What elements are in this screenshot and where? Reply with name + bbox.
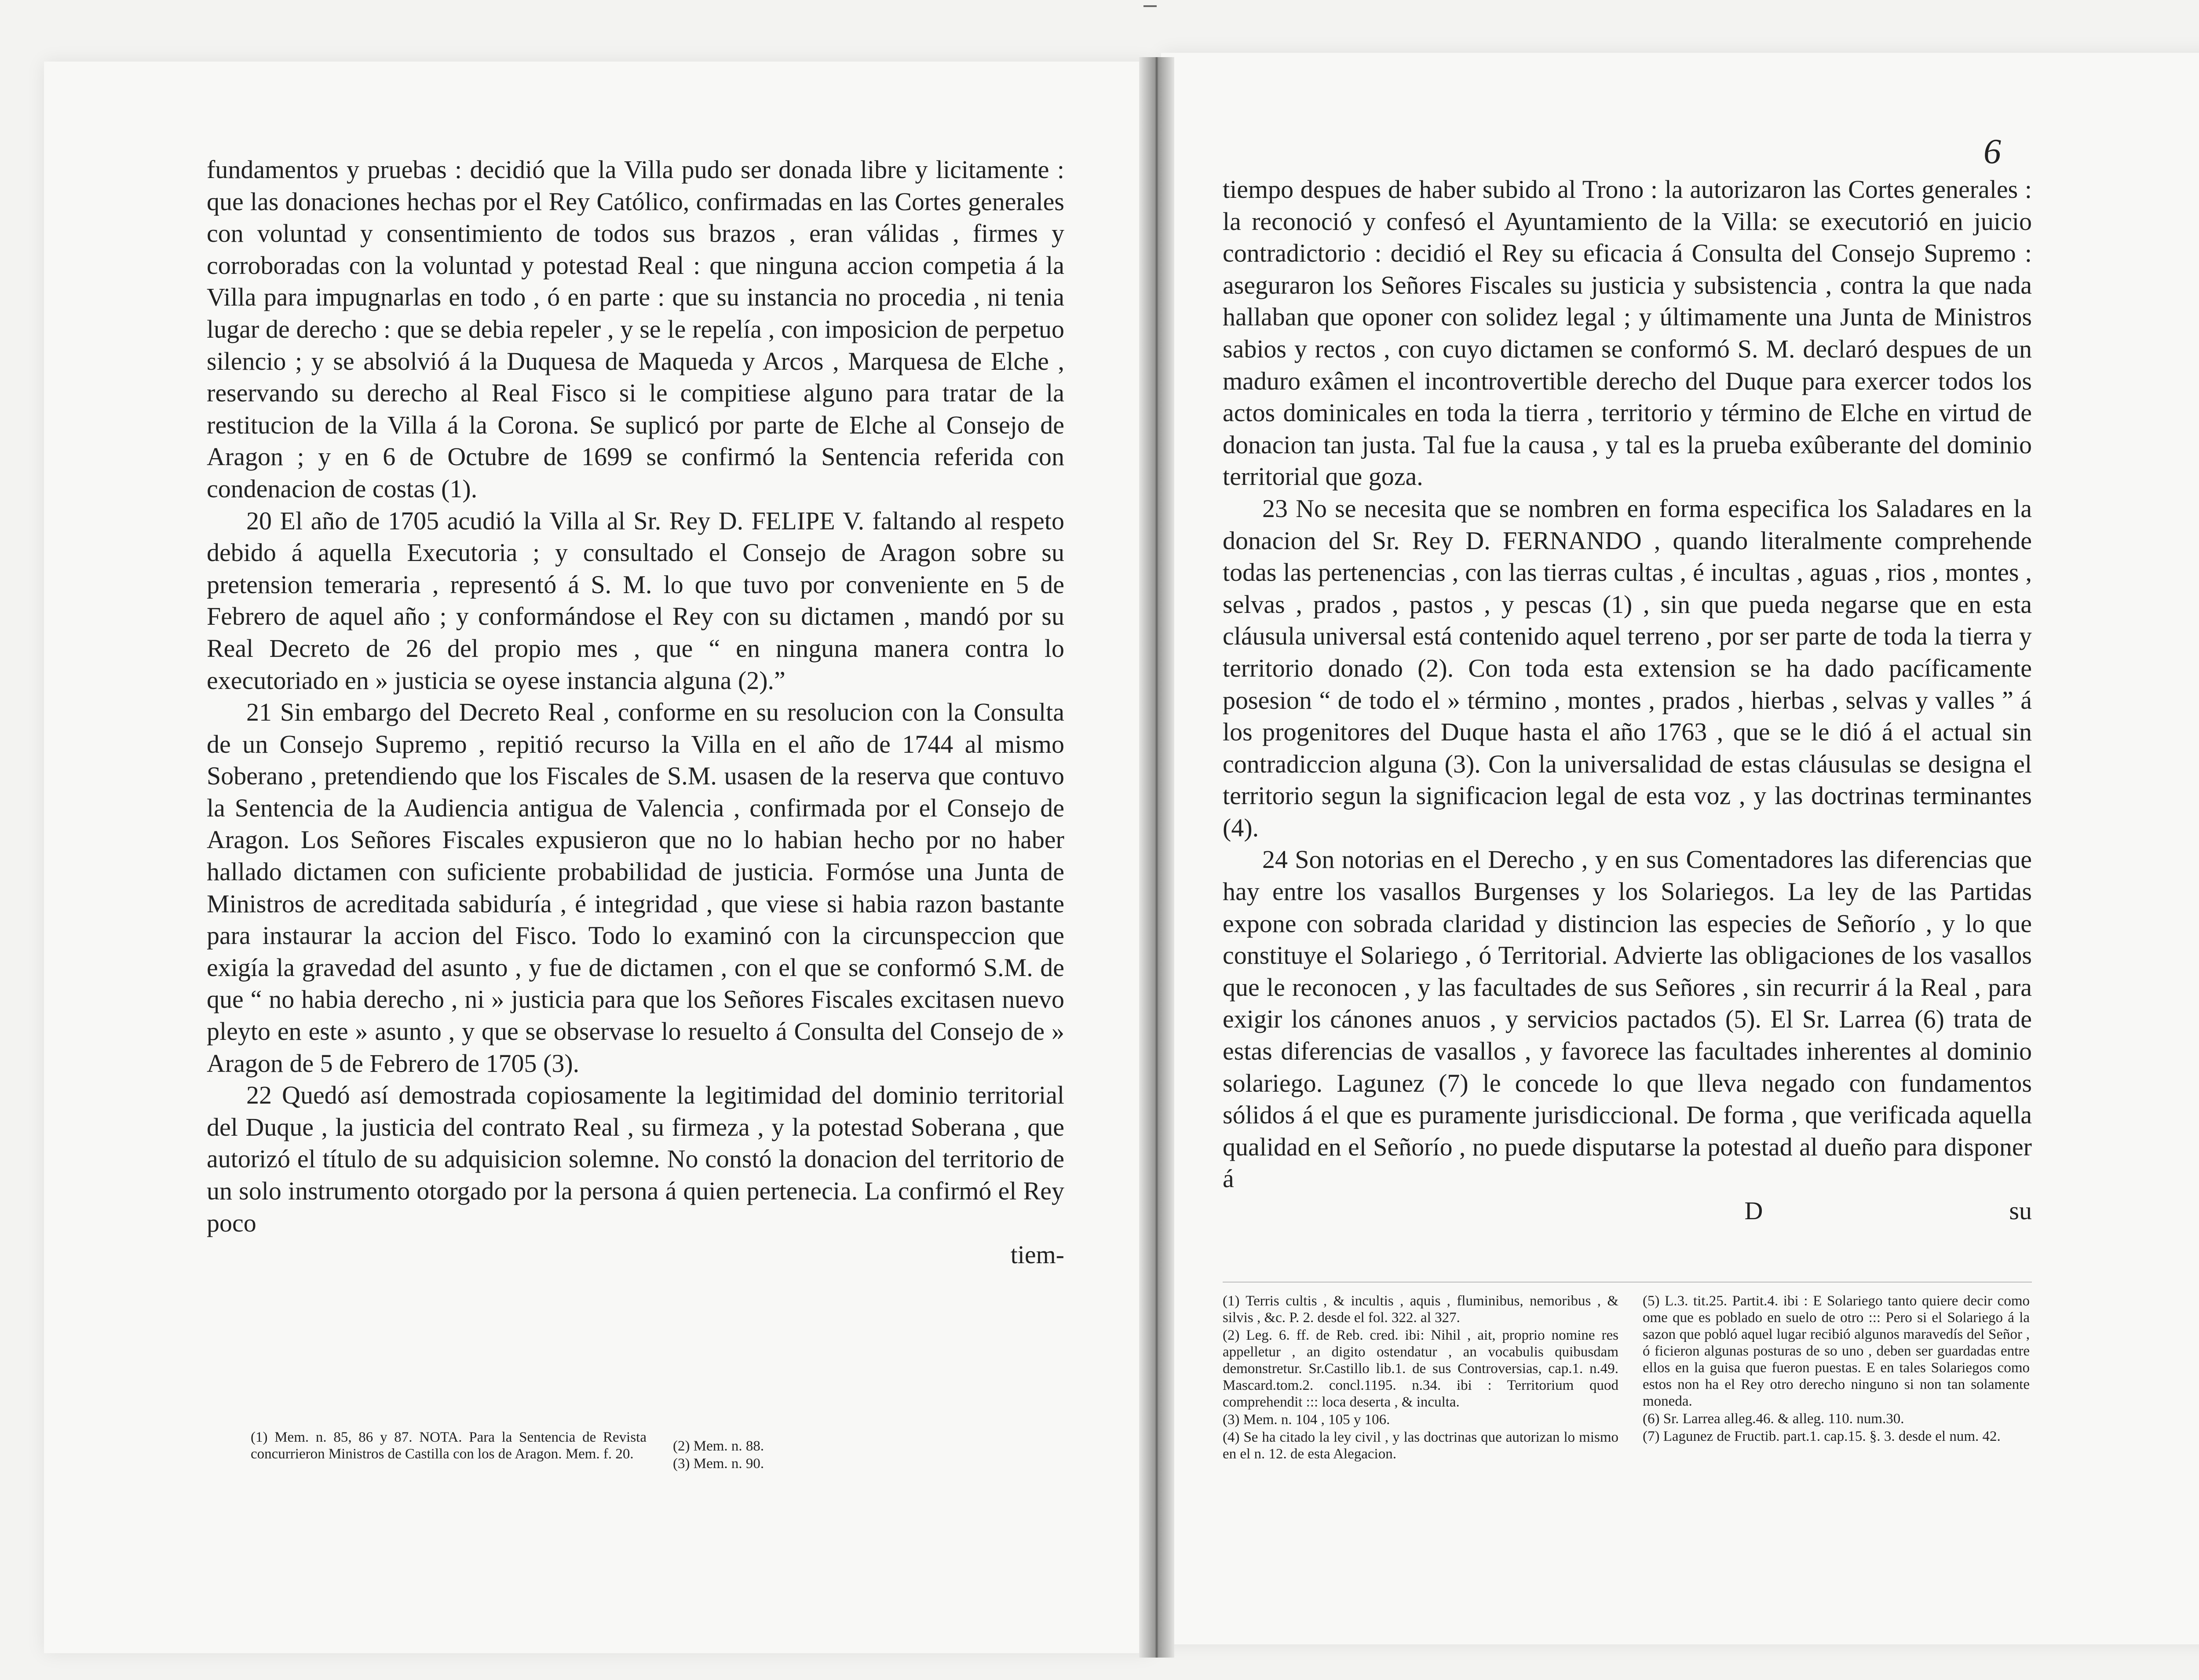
footnote-rule xyxy=(1223,1282,2032,1283)
footnote: (7) Lagunez de Fructib. part.1. cap.15. §. 3. desde el num. 42. xyxy=(1643,1429,2001,1444)
paragraph: fundamentos y pruebas : decidió que la Villa pudo ser donada libre y licitamente : que las donaciones hechas por el Rey Católico, confirmadas en las Cortes generales con voluntad y consentimiento de todos sus brazos , eran válidas , firmes y corroboradas con la voluntad y potestad Real : que ninguna accion competia á la Villa para impugnarlas en todo , ó en parte : que su instancia no procedia , ni tenia lugar de derecho : que se debia repeler , y se le repelía , con imposicion de perpetuo silencio ; y se absolvió á la Duquesa de Maqueda y Arcos , Marquesa de Elche , reservando su derecho al Real Fisco si le compitiese alguno para tratar de la restitucion de la Villa á la Corona. Se suplicó por parte de Elche al Consejo de Aragon ; y en 6 de Octubre de 1699 se confirmó la Sentencia referida con condenacion de costas (1). xyxy=(207,155,1064,503)
left-footnotes-right-column xyxy=(673,1438,893,1473)
footnote: (4) Se ha citado la ley civil , y las doctrinas que autorizan lo mismo en el n. 12. de esta Alegacion. xyxy=(1223,1429,1618,1462)
left-page-body xyxy=(207,154,1064,1271)
footnote: (5) L.3. tit.25. Partit.4. ibi : E Solariego tanto quiere decir como ome que es poblado en suelo de otro ::: Pero si el Solariego á la sazon que pobló aquel lugar recibió algunos maravedís del Señor , ó ficieron algunas posturas de so uno , deben ser guardadas entre ellos en la guisa que fueron puestas. E en tales Solariegos como estos non ha el Rey otro derecho ninguno si non tan solamente moneda. xyxy=(1643,1293,2030,1409)
right-footnotes-left-column xyxy=(1223,1293,1618,1463)
footnote: (1) Terris cultis , & incultis , aquis , fluminibus, nemoribus , & silvis , &c. P. 2. desde el fol. 322. al 327. xyxy=(1223,1293,1618,1326)
left-footnotes xyxy=(251,1429,647,1463)
catchword: su xyxy=(2009,1196,2032,1225)
signature-and-catchword xyxy=(1223,1195,2032,1227)
footnote: (3) Mem. n. 104 , 105 y 106. xyxy=(1223,1412,1390,1428)
book-gutter xyxy=(1139,57,1174,1658)
paragraph: tiempo despues de haber subido al Trono : la autorizaron las Cortes generales : la reconoció y confesó el Ayuntamiento de la Villa: se executorió en juicio contradictorio : decidió el Rey su eficacia á Consulta del Consejo Supremo : aseguraron los Señores Fiscales su justicia y subsistencia , contra la que nada hallaban que oponer con solidez legal ; y últimamente una Junta de Ministros sabios y rectos , con cuyo dictamen se conformó S. M. declaró despues de un maduro exâmen el incontrovertible derecho del Duque para exercer todos los actos dominicales en toda la tierra , territorio y término de Elche en virtud de donacion tan justa. Tal fue la causa , y tal es la prueba exûberante del dominio territorial que goza. xyxy=(1223,175,2032,491)
right-page-body xyxy=(1223,174,2032,1227)
footnote: (3) Mem. n. 90. xyxy=(673,1456,764,1472)
footnote: (2) Mem. n. 88. xyxy=(673,1438,764,1454)
footnote: (2) Leg. 6. ff. de Reb. cred. ibi: Nihil , ait, proprio nomine res appelletur , an digito ostendatur , an vocabulis quibusdam demonstretur. Sr.Castillo lib.1. de sus Controversias, cap.1. n.49. Mascard.tom.2. concl.1195. n.34. ibi : Territorium quod comprehendit ::: loca deserta , & inculta. xyxy=(1223,1327,1618,1410)
scan-mark xyxy=(1143,5,1157,7)
page-number: 6 xyxy=(1983,132,2001,171)
footnote: (6) Sr. Larrea alleg.46. & alleg. 110. num.30. xyxy=(1643,1411,1904,1427)
signature-mark: D xyxy=(1744,1196,1763,1225)
footnote: (1) Mem. n. 85, 86 y 87. NOTA. Para la Sentencia de Revista concurrieron Ministros de Castilla con los de Aragon. Mem. f. 20. xyxy=(251,1429,647,1462)
paragraph-21: 21 Sin embargo del Decreto Real , conforme en su resolucion con la Consulta de un Consejo Supremo , repitió recurso la Villa en el año de 1744 al mismo Soberano , pretendiendo que los Fiscales de S.M. usasen de la reserva que contuvo la Sentencia de la Audiencia antigua de Valencia , confirmada por el Consejo de Aragon. Los Señores Fiscales expusieron que no lo habian hecho por no haber hallado dictamen con suficiente probabilidad de justicia. Formóse una Junta de Ministros de acreditada sabiduría , é integridad , que viese si habia razon bastante para instaurar la accion del Fisco. Todo lo examinó con la circunspeccion que exigía la gravedad del asunto , y fue de dictamen , con el que se conformó S.M. de que “ no habia derecho , ni » justicia para que los Señores Fiscales excitasen nuevo pleyto en este » asunto , y que se observase lo resuelto á Consulta del Consejo de » Aragon de 5 de Febrero de 1705 (3). xyxy=(207,698,1064,1078)
paragraph-23: 23 No se necesita que se nombren en forma especifica los Saladares en la donacion del Sr. Rey D. FERNANDO , quando literalmente comprehende todas las pertenencias , con las tierras cultas , é incultas , aguas , rios , montes , selvas , prados , pastos , y pescas (1) , sin que pueda negarse que en esta cláusula universal está contenido aquel terreno , por ser parte de toda la tierra y territorio donado (2). Con toda esta extension se ha dado pacíficamente posesion “ de todo el » término , montes , prados , hierbas , selvas y valles ” á los progenitores del Duque hasta el año 1763 , que se le dió á el actual sin contradiccion alguna (3). Con la universalidad de estas cláusulas se designa el territorio segun la significacion legal de esta voz , y las doctrinas terminantes (4). xyxy=(1223,494,2032,842)
catchword: tiem- xyxy=(1010,1240,1064,1269)
paragraph-24: 24 Son notorias en el Derecho , y en sus Comentadores las diferencias que hay entre los vasallos Burgenses y los Solariegos. La ley de las Partidas expone con sobrada claridad y distincion las especies de Señorío , y lo que constituye el Solariego , ó Territorial. Advierte las obligaciones de los vasallos que le reconocen , y las facultades de sus Señores , sin recurrir á la Real , para exigir los cánones anuos , y servicios pactados (5). El Sr. Larrea (6) trata de estas diferencias de vasallos , y favorece las facultades inherentes al dominio solariego. Lagunez (7) le concede lo que lleva negado con fundamentos sólidos á el que es puramente jurisdiccional. De forma , que verificada aquella qualidad en el Señorío , no puede disputarse la potestad al dueño para disponer á xyxy=(1223,845,2032,1193)
paragraph-20: 20 El año de 1705 acudió la Villa al Sr. Rey D. FELIPE V. faltando al respeto debido á aquella Executoria ; y consultado el Consejo de Aragon sobre su pretension temeraria , representó á S. M. lo que tuvo por conveniente en 5 de Febrero de aquel año ; y conformándose el Rey con su dictamen , mandó por su Real Decreto de 26 del propio mes , que “ en ninguna manera contra lo executoriado en » justicia se oyese instancia alguna (2).” xyxy=(207,506,1064,695)
paragraph-22: 22 Quedó así demostrada copiosamente la legitimidad del dominio territorial del Duque , la justicia del contrato Real , su firmeza , y la potestad Soberana , que autorizó el título de su adquisicion solemne. No constó la donacion del territorio de un solo instrumento otorgado por la persona á quien pertenecia. La confirmó el Rey poco xyxy=(207,1081,1064,1237)
right-footnotes-right-column xyxy=(1643,1293,2030,1446)
